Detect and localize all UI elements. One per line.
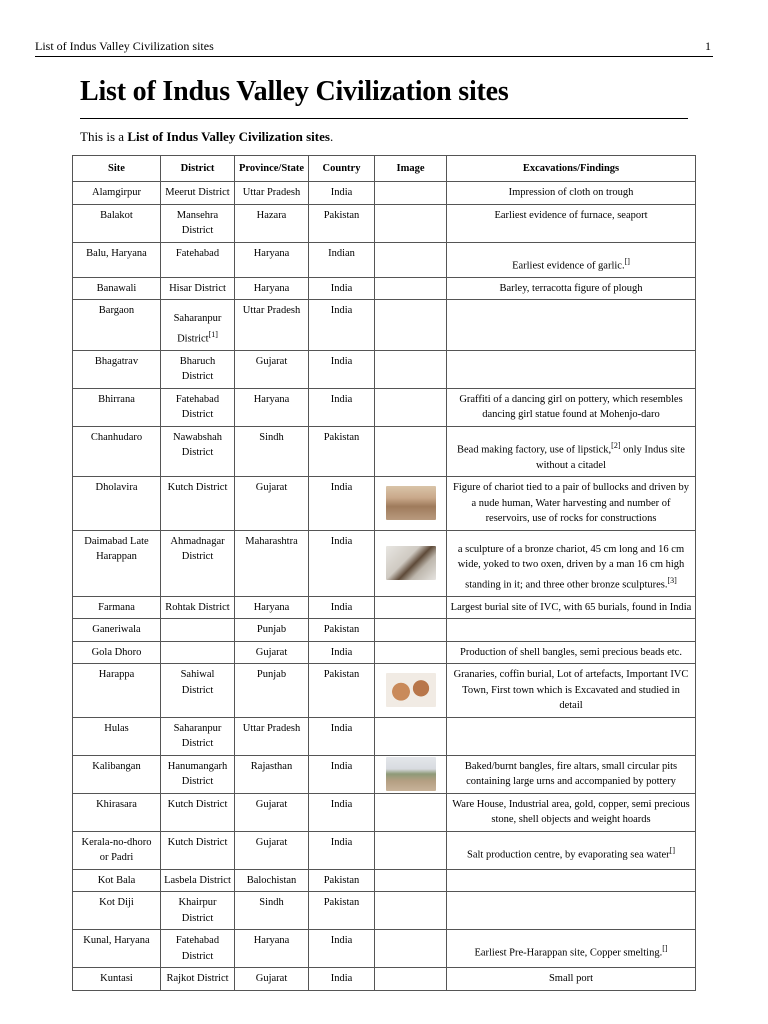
site-name: Bhirrana bbox=[98, 393, 135, 405]
findings-text: Small port bbox=[548, 973, 594, 984]
table-row bbox=[73, 619, 696, 642]
reference-marker[interactable]: [1] bbox=[208, 329, 218, 339]
province-cell bbox=[235, 300, 309, 351]
site-thumbnail-dholavira[interactable] bbox=[386, 486, 436, 520]
table-row bbox=[73, 426, 696, 477]
page-title: List of Indus Valley Civilization sites bbox=[80, 76, 688, 119]
page-number: 1 bbox=[705, 39, 711, 53]
intro-prefix: This is a bbox=[80, 129, 128, 144]
country-cell bbox=[309, 968, 375, 991]
findings-cell bbox=[447, 242, 696, 277]
image-cell bbox=[375, 892, 447, 930]
district-cell bbox=[161, 619, 235, 642]
findings-text: Granaries, coffin burial, Lot of artefacts, Important IVC Town, First town which is Excavated and studied in detail bbox=[453, 669, 689, 711]
province-name: Gujarat bbox=[255, 482, 288, 493]
district-cell bbox=[161, 793, 235, 831]
column-header: Country bbox=[309, 156, 375, 182]
district-cell bbox=[161, 930, 235, 968]
table-row bbox=[73, 664, 696, 718]
site-name: Balu, Haryana bbox=[86, 247, 147, 259]
findings-cell bbox=[447, 664, 696, 718]
reference-marker[interactable]: [2] bbox=[611, 440, 621, 450]
country-cell bbox=[309, 530, 375, 596]
site-cell bbox=[73, 755, 161, 793]
findings-cell bbox=[447, 793, 696, 831]
district-cell bbox=[161, 426, 235, 477]
site-cell bbox=[73, 300, 161, 351]
table-row bbox=[73, 717, 696, 755]
table-row bbox=[73, 793, 696, 831]
country-name: India bbox=[330, 393, 353, 405]
country-name: Pakistan bbox=[323, 209, 360, 221]
table-row bbox=[73, 388, 696, 426]
province-name: Haryana bbox=[253, 247, 290, 259]
findings-text: Figure of chariot tied to a pair of bullocks and driven by a nude human, Water harvesting and number of reservoirs, use of rocks for constructions bbox=[453, 482, 689, 524]
site-name: Balakot bbox=[100, 209, 133, 221]
province-name: Hazara bbox=[256, 209, 287, 221]
country-name: India bbox=[330, 722, 353, 734]
findings-cell bbox=[447, 426, 696, 477]
table-row bbox=[73, 277, 696, 300]
table-row bbox=[73, 596, 696, 619]
findings-cell bbox=[447, 619, 696, 642]
site-name: Chanhudaro bbox=[90, 431, 143, 443]
findings-cell bbox=[447, 831, 696, 869]
site-name: Kuntasi bbox=[100, 973, 133, 984]
country-cell bbox=[309, 755, 375, 793]
country-name: Pakistan bbox=[323, 669, 360, 680]
table-row bbox=[73, 831, 696, 869]
image-cell bbox=[375, 619, 447, 642]
site-name: Bhagatrav bbox=[94, 355, 139, 367]
findings-text: Production of shell bangles, semi precious beads etc. bbox=[460, 646, 682, 658]
findings-cell bbox=[447, 930, 696, 968]
district-cell bbox=[161, 869, 235, 892]
province-name: Punjab bbox=[256, 624, 287, 635]
country-name: India bbox=[330, 355, 353, 367]
country-name: Pakistan bbox=[323, 431, 360, 443]
country-name: India bbox=[330, 798, 353, 810]
running-header-title: List of Indus Valley Civilization sites bbox=[35, 39, 214, 53]
country-cell bbox=[309, 242, 375, 277]
country-name: India bbox=[330, 305, 353, 316]
table-row bbox=[73, 182, 696, 205]
site-cell bbox=[73, 664, 161, 718]
district-cell bbox=[161, 831, 235, 869]
intro-suffix: . bbox=[329, 129, 334, 144]
findings-cell bbox=[447, 641, 696, 664]
province-name: Rajasthan bbox=[250, 760, 293, 772]
column-header: Excavations/Findings bbox=[447, 156, 696, 182]
findings-cell bbox=[447, 596, 696, 619]
table-row bbox=[73, 930, 696, 968]
image-cell bbox=[375, 755, 447, 793]
country-name: India bbox=[330, 935, 353, 946]
district-name: Kutch District bbox=[167, 836, 228, 848]
district-name: Rohtak District bbox=[165, 601, 230, 613]
site-name: Hulas bbox=[104, 722, 129, 734]
district-name: Lasbela District bbox=[164, 874, 231, 886]
province-name: Haryana bbox=[253, 282, 290, 294]
country-cell bbox=[309, 831, 375, 869]
province-cell bbox=[235, 477, 309, 531]
column-header: Province/State bbox=[235, 156, 309, 182]
country-cell bbox=[309, 182, 375, 205]
province-cell bbox=[235, 204, 309, 242]
site-cell bbox=[73, 793, 161, 831]
province-name: Gujarat bbox=[255, 836, 288, 848]
table-row bbox=[73, 300, 696, 351]
country-cell bbox=[309, 596, 375, 619]
country-name: Pakistan bbox=[323, 874, 360, 886]
site-name: Dholavira bbox=[95, 482, 138, 493]
province-name: Uttar Pradesh bbox=[242, 187, 301, 198]
site-cell bbox=[73, 869, 161, 892]
table-row bbox=[73, 477, 696, 531]
column-header: District bbox=[161, 156, 235, 182]
province-cell bbox=[235, 596, 309, 619]
image-cell bbox=[375, 930, 447, 968]
country-cell bbox=[309, 204, 375, 242]
site-cell bbox=[73, 831, 161, 869]
site-name: Kot Diji bbox=[99, 897, 134, 908]
province-name: Gujarat bbox=[255, 646, 288, 658]
district-cell bbox=[161, 530, 235, 596]
country-cell bbox=[309, 869, 375, 892]
country-cell bbox=[309, 641, 375, 664]
district-name: Nawabshah District bbox=[173, 431, 222, 458]
findings-cell bbox=[447, 530, 696, 596]
image-cell bbox=[375, 869, 447, 892]
image-cell bbox=[375, 350, 447, 388]
country-name: Pakistan bbox=[323, 624, 360, 635]
findings-cell bbox=[447, 755, 696, 793]
image-cell bbox=[375, 426, 447, 477]
reference-marker[interactable]: [] bbox=[624, 256, 630, 266]
site-name: Daimabad Late Harappan bbox=[84, 535, 149, 562]
district-name: Mansehra District bbox=[176, 209, 219, 236]
site-name: Farmana bbox=[98, 601, 135, 613]
table-row bbox=[73, 242, 696, 277]
reference-marker[interactable]: [] bbox=[669, 845, 675, 855]
column-header: Image bbox=[375, 156, 447, 182]
district-name: Hisar District bbox=[169, 282, 226, 294]
country-name: Pakistan bbox=[323, 897, 360, 908]
site-name: Kalibangan bbox=[92, 760, 141, 772]
image-cell bbox=[375, 477, 447, 531]
site-name: Bargaon bbox=[98, 305, 135, 316]
country-name: India bbox=[330, 601, 353, 613]
district-name: Hanumangarh District bbox=[167, 760, 228, 787]
district-cell bbox=[161, 717, 235, 755]
site-cell bbox=[73, 596, 161, 619]
province-name: Haryana bbox=[253, 393, 290, 405]
district-name: Saharanpur District[1] bbox=[173, 313, 222, 344]
country-name: India bbox=[330, 187, 353, 198]
province-cell bbox=[235, 641, 309, 664]
province-name: Gujarat bbox=[255, 798, 288, 810]
findings-text: Barley, terracotta figure of plough bbox=[499, 282, 643, 294]
site-cell bbox=[73, 717, 161, 755]
site-thumbnail-kalibangan[interactable] bbox=[386, 757, 436, 791]
column-header: Site bbox=[73, 156, 161, 182]
image-cell bbox=[375, 277, 447, 300]
site-cell bbox=[73, 530, 161, 596]
province-cell bbox=[235, 530, 309, 596]
findings-text: Graffiti of a dancing girl on pottery, which resembles dancing girl statue found at Mohenjo-daro bbox=[459, 393, 683, 420]
image-cell bbox=[375, 831, 447, 869]
findings-cell bbox=[447, 717, 696, 755]
intro-bold: List of Indus Valley Civilization sites bbox=[127, 129, 330, 144]
province-cell bbox=[235, 831, 309, 869]
province-name: Sindh bbox=[259, 431, 284, 443]
findings-cell bbox=[447, 350, 696, 388]
province-name: Balochistan bbox=[246, 874, 297, 886]
country-cell bbox=[309, 388, 375, 426]
district-cell bbox=[161, 277, 235, 300]
district-name: Saharanpur District bbox=[173, 722, 222, 749]
findings-cell bbox=[447, 300, 696, 351]
running-header bbox=[35, 38, 713, 57]
site-name: Gola Dhoro bbox=[91, 646, 142, 658]
sites-table bbox=[72, 155, 696, 991]
country-cell bbox=[309, 350, 375, 388]
findings-text: a sculpture of a bronze chariot, 45 cm long and 16 cm wide, yoked to two oxen, driven by a man 16 cm high standing in it; and three other bronze sculptures.[3] bbox=[457, 543, 685, 590]
district-cell bbox=[161, 596, 235, 619]
site-cell bbox=[73, 930, 161, 968]
site-name: Khirasara bbox=[96, 798, 137, 810]
country-cell bbox=[309, 300, 375, 351]
province-name: Punjab bbox=[256, 669, 287, 680]
province-cell bbox=[235, 182, 309, 205]
district-cell bbox=[161, 242, 235, 277]
image-cell bbox=[375, 204, 447, 242]
province-name: Haryana bbox=[253, 935, 290, 946]
site-cell bbox=[73, 242, 161, 277]
findings-text: Earliest Pre-Harappan site, Copper smelting.[] bbox=[474, 944, 668, 959]
intro-paragraph bbox=[80, 129, 333, 145]
district-name: Ahmadnagar District bbox=[170, 535, 225, 562]
country-name: India bbox=[330, 760, 353, 772]
site-cell bbox=[73, 619, 161, 642]
province-cell bbox=[235, 968, 309, 991]
table-row bbox=[73, 892, 696, 930]
findings-text: Baked/burnt bangles, fire altars, small circular pits containing large urns and accompanied by pottery bbox=[464, 760, 678, 787]
findings-cell bbox=[447, 892, 696, 930]
district-name: Sahiwal District bbox=[180, 669, 215, 696]
country-cell bbox=[309, 793, 375, 831]
district-cell bbox=[161, 477, 235, 531]
site-name: Banawali bbox=[96, 282, 137, 294]
district-cell bbox=[161, 300, 235, 351]
province-cell bbox=[235, 930, 309, 968]
country-name: India bbox=[330, 973, 353, 984]
country-name: Indian bbox=[328, 247, 355, 259]
findings-text: Bead making factory, use of lipstick,[2] only Indus site without a citadel bbox=[457, 440, 685, 471]
site-cell bbox=[73, 204, 161, 242]
site-name: Harappa bbox=[98, 669, 135, 680]
district-name: Fatehabad District bbox=[175, 935, 220, 962]
district-cell bbox=[161, 204, 235, 242]
image-cell bbox=[375, 242, 447, 277]
province-name: Sindh bbox=[259, 897, 284, 908]
country-name: India bbox=[330, 535, 353, 547]
image-cell bbox=[375, 182, 447, 205]
findings-cell bbox=[447, 182, 696, 205]
district-name: Fatehabad bbox=[175, 247, 220, 259]
province-cell bbox=[235, 350, 309, 388]
site-cell bbox=[73, 477, 161, 531]
findings-text: Impression of cloth on trough bbox=[508, 187, 634, 198]
table-header-row bbox=[73, 156, 696, 182]
province-cell bbox=[235, 277, 309, 300]
province-cell bbox=[235, 664, 309, 718]
image-cell bbox=[375, 717, 447, 755]
findings-cell bbox=[447, 477, 696, 531]
image-cell bbox=[375, 300, 447, 351]
district-name: Khairpur District bbox=[178, 897, 217, 924]
district-cell bbox=[161, 755, 235, 793]
site-name: Alamgirpur bbox=[92, 187, 141, 198]
table-row bbox=[73, 869, 696, 892]
district-cell bbox=[161, 968, 235, 991]
site-thumbnail-daimabad[interactable] bbox=[386, 546, 436, 580]
image-cell bbox=[375, 793, 447, 831]
country-name: India bbox=[330, 836, 353, 848]
findings-cell bbox=[447, 968, 696, 991]
country-name: India bbox=[330, 282, 353, 294]
image-cell bbox=[375, 530, 447, 596]
country-cell bbox=[309, 277, 375, 300]
country-name: India bbox=[330, 482, 353, 493]
district-name: Fatehabad District bbox=[175, 393, 220, 420]
province-name: Haryana bbox=[253, 601, 290, 613]
province-name: Gujarat bbox=[255, 973, 288, 984]
district-cell bbox=[161, 350, 235, 388]
province-cell bbox=[235, 869, 309, 892]
image-cell bbox=[375, 968, 447, 991]
province-cell bbox=[235, 793, 309, 831]
district-name: Kutch District bbox=[167, 482, 228, 493]
findings-cell bbox=[447, 277, 696, 300]
site-cell bbox=[73, 350, 161, 388]
site-name: Kunal, Haryana bbox=[83, 935, 150, 946]
findings-text: Earliest evidence of furnace, seaport bbox=[494, 209, 648, 221]
site-name: Ganeriwala bbox=[92, 624, 141, 635]
site-name: Kot Bala bbox=[97, 874, 136, 886]
site-cell bbox=[73, 426, 161, 477]
country-cell bbox=[309, 426, 375, 477]
province-name: Uttar Pradesh bbox=[242, 722, 301, 734]
table-row bbox=[73, 204, 696, 242]
findings-cell bbox=[447, 388, 696, 426]
district-name: Bharuch District bbox=[179, 355, 216, 382]
image-cell bbox=[375, 388, 447, 426]
reference-marker[interactable]: [3] bbox=[667, 575, 677, 585]
site-cell bbox=[73, 277, 161, 300]
reference-marker[interactable]: [] bbox=[662, 944, 668, 953]
findings-text: Earliest evidence of garlic.[] bbox=[512, 256, 630, 271]
province-cell bbox=[235, 242, 309, 277]
table-row bbox=[73, 755, 696, 793]
site-name: Kerala-no-dhoro or Padri bbox=[81, 836, 152, 863]
site-cell bbox=[73, 182, 161, 205]
country-name: India bbox=[330, 646, 353, 658]
district-cell bbox=[161, 182, 235, 205]
district-name: Rajkot District bbox=[166, 973, 229, 984]
district-name: Meerut District bbox=[165, 187, 230, 198]
image-cell bbox=[375, 664, 447, 718]
country-cell bbox=[309, 619, 375, 642]
country-cell bbox=[309, 717, 375, 755]
image-cell bbox=[375, 641, 447, 664]
site-cell bbox=[73, 892, 161, 930]
table-row bbox=[73, 968, 696, 991]
province-name: Uttar Pradesh bbox=[242, 305, 301, 316]
findings-text: Salt production centre, by evaporating sea water[] bbox=[467, 845, 675, 860]
findings-text: Ware House, Industrial area, gold, copper, semi precious stone, shell objects and weight hoards bbox=[452, 798, 690, 825]
province-cell bbox=[235, 388, 309, 426]
image-cell bbox=[375, 596, 447, 619]
site-cell bbox=[73, 968, 161, 991]
district-cell bbox=[161, 664, 235, 718]
table-row bbox=[73, 350, 696, 388]
country-cell bbox=[309, 477, 375, 531]
findings-text: Largest burial site of IVC, with 65 burials, found in India bbox=[450, 601, 692, 613]
province-name: Maharashtra bbox=[245, 535, 298, 547]
site-cell bbox=[73, 388, 161, 426]
district-cell bbox=[161, 641, 235, 664]
district-name: Kutch District bbox=[167, 798, 228, 810]
country-cell bbox=[309, 892, 375, 930]
province-cell bbox=[235, 426, 309, 477]
province-cell bbox=[235, 619, 309, 642]
district-cell bbox=[161, 892, 235, 930]
findings-cell bbox=[447, 204, 696, 242]
country-cell bbox=[309, 664, 375, 718]
province-cell bbox=[235, 892, 309, 930]
district-cell bbox=[161, 388, 235, 426]
table-row bbox=[73, 641, 696, 664]
province-cell bbox=[235, 755, 309, 793]
findings-cell bbox=[447, 869, 696, 892]
province-cell bbox=[235, 717, 309, 755]
country-cell bbox=[309, 930, 375, 968]
province-name: Gujarat bbox=[255, 355, 288, 367]
site-thumbnail-harappa[interactable] bbox=[386, 673, 436, 707]
site-cell bbox=[73, 641, 161, 664]
table-row bbox=[73, 530, 696, 596]
